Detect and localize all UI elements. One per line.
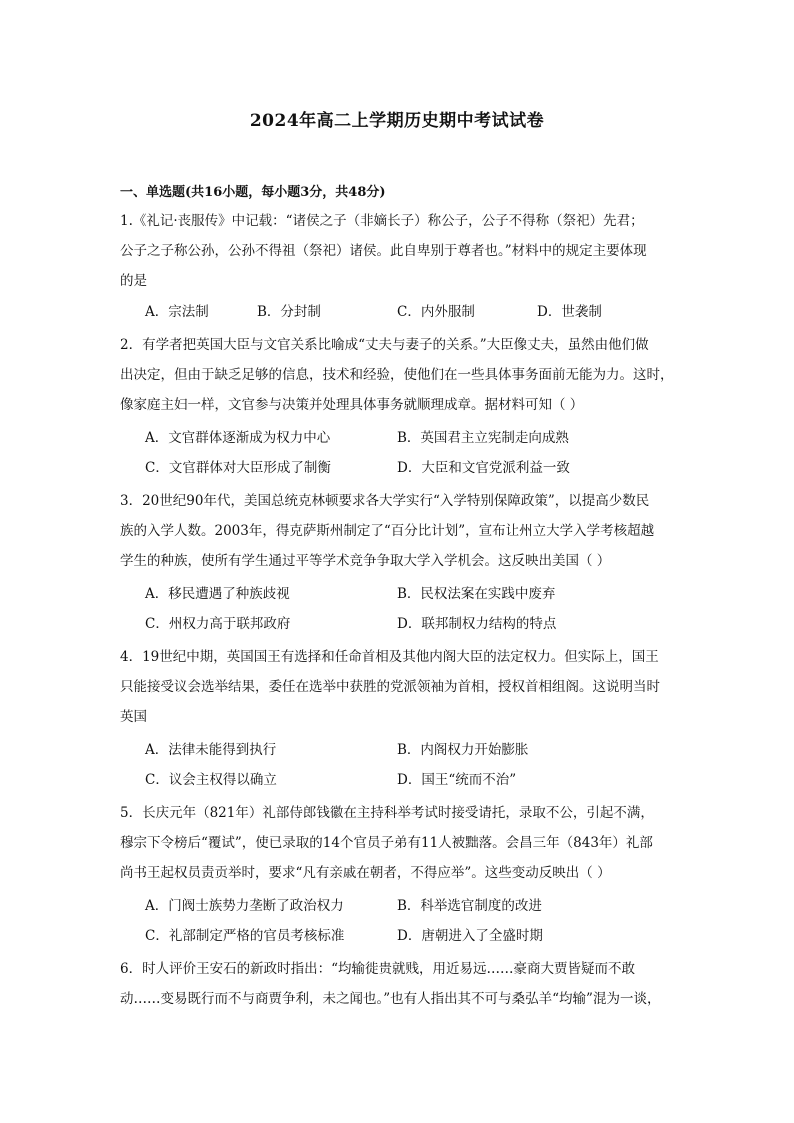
q5-option-a: A．门阀士族势力垄断了政治权力	[145, 898, 344, 914]
q3-option-d: D．联邦制权力结构的特点	[397, 616, 557, 632]
q1-option-c: C．内外服制	[397, 304, 475, 320]
q5-option-c: C．礼部制定严格的官员考核标准	[145, 928, 345, 944]
q4-option-d: D．国王“统而不治”	[397, 772, 517, 788]
q4-option-a: A．法律未能得到执行	[145, 742, 277, 758]
q6-line-2: 动……变易既行而不与商贾争利，未之闻也。”也有人指出其不可与桑弘羊“均输”混为一谈，	[120, 991, 661, 1007]
q4-line-2: 只能接受议会选举结果，委任在选举中获胜的党派领袖为首相，授权首相组阁。这说明当时	[120, 679, 660, 695]
q2-option-c: C．文官群体对大臣形成了制衡	[145, 460, 331, 476]
q3-line-3: 学生的种族，使所有学生通过平等学术竞争争取大学入学机会。这反映出美国（ ）	[120, 553, 611, 569]
q5-line-3: 尚书王起权员责贡举时，要求“凡有亲戚在朝者，不得应举”。这些变动反映出（ ）	[120, 865, 611, 881]
q5-option-d: D．唐朝进入了全盛时期	[397, 928, 543, 944]
section-heading: 一、单选题(共16小题，每小题3分，共48分)	[120, 185, 386, 200]
q3-line-2: 族的入学人数。2003年，得克萨斯州制定了“百分比计划”，宣布让州立大学入学考核超越	[120, 523, 655, 539]
q4-option-c: C．议会主权得以确立	[145, 772, 277, 788]
q5-line-2: 穆宗下令榜后“覆试”，使已录取的14个官员子弟有11人被黜落。会昌三年（843年）礼部	[120, 835, 653, 851]
q1-option-b: B．分封制	[257, 304, 321, 320]
q3-option-c: C．州权力高于联邦政府	[145, 616, 291, 632]
q2-line-3: 像家庭主妇一样，文官参与决策并处理具体事务就顺理成章。据材料可知（ ）	[120, 397, 584, 413]
q4-line-1: 4．19世纪中期，英国国王有选择和任命首相及其他内阁大臣的法定权力。但实际上，国王	[120, 649, 659, 665]
q1-line-3: 的是	[120, 273, 147, 289]
q4-line-3: 英国	[120, 709, 147, 725]
q1-option-a: A．宗法制	[145, 304, 209, 320]
q5-option-b: B．科举选官制度的改进	[397, 898, 542, 914]
q2-option-b: B．英国君主立宪制走向成熟	[397, 430, 569, 446]
q1-line-1: 1.《礼记·丧服传》中记载：“诸侯之子（非嫡长子）称公子，公子不得称（祭祀）先君；	[120, 213, 644, 229]
q2-line-1: 2．有学者把英国大臣与文官关系比喻成“丈夫与妻子的关系。”大臣像丈夫，虽然由他们做	[120, 337, 649, 353]
q6-line-1: 6．时人评价王安石的新政时指出：“均输徙贵就贱，用近易远……豪商大贾皆疑而不敢	[120, 961, 635, 977]
q1-line-2: 公子之子称公孙，公孙不得祖（祭祀）诸侯。此自卑别于尊者也。”材料中的规定主要体现	[120, 243, 647, 259]
q2-option-a: A．文官群体逐渐成为权力中心	[145, 430, 331, 446]
q3-line-1: 3．20世纪90年代，美国总统克林顿要求各大学实行“入学特别保障政策”，以提高少数民	[120, 493, 650, 509]
exam-title: 2024年高二上学期历史期中考试试卷	[249, 111, 545, 131]
q3-option-b: B．民权法案在实践中废弃	[397, 586, 556, 602]
q3-option-a: A．移民遭遇了种族歧视	[145, 586, 290, 602]
q2-option-d: D．大臣和文官党派利益一致	[397, 460, 570, 476]
q1-option-d: D．世袭制	[537, 304, 602, 320]
q4-option-b: B．内阁权力开始膨胀	[397, 742, 529, 758]
q2-line-2: 出决定，但由于缺乏足够的信息，技术和经验，使他们在一些具体事务面前无能为力。这时，	[120, 367, 674, 383]
q5-line-1: 5．长庆元年（821年）礼部侍郎钱徽在主持科举考试时接受请托，录取不公，引起不满，	[120, 805, 654, 821]
